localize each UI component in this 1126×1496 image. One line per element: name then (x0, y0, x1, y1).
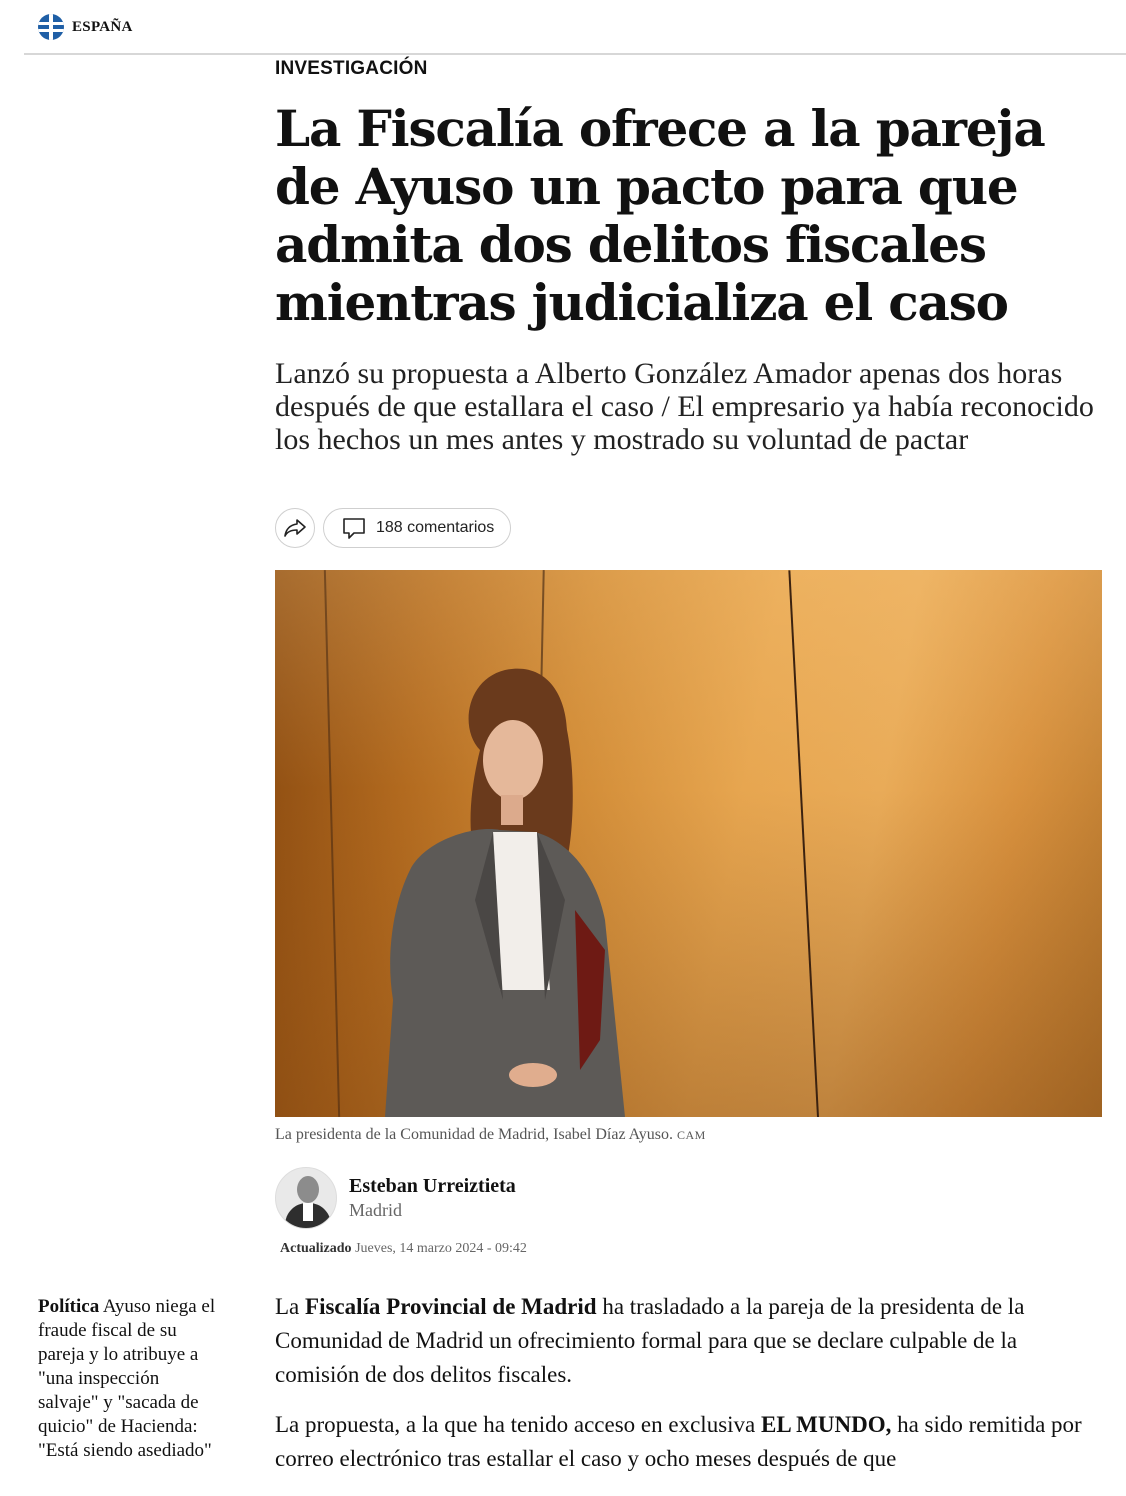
caption-text: La presidenta de la Comunidad de Madrid, Isabel Díaz Ayuso. (275, 1126, 673, 1143)
share-button[interactable] (275, 508, 315, 548)
article-body (275, 1290, 1105, 1492)
updated-label: Actualizado (280, 1241, 352, 1256)
article-actions (275, 508, 511, 548)
top-bar (24, 0, 1126, 55)
body-paragraph (275, 1408, 1105, 1476)
updated-date: Jueves, 14 marzo 2024 - 09:42 (355, 1241, 527, 1256)
comment-icon (342, 516, 366, 540)
author-avatar[interactable] (275, 1167, 337, 1229)
caption-credit: CAM (676, 1128, 706, 1142)
body-bold-segment: Fiscalía Provincial de Madrid (305, 1294, 597, 1319)
article-subtitle: Lanzó su propuesta a Alberto González Amador apenas dos horas después de que estallara el caso / El empresario ya había reconocido los hechos un mes antes y mostrado su voluntad de pactar (275, 357, 1094, 456)
body-text-segment: ha trasladado a la pareja de la presidenta de la Comunidad de Madrid un ofrecimiento formal para que se declare culpable de la comisión de dos delitos fiscales. (275, 1294, 1025, 1387)
globe-icon (38, 14, 64, 40)
section-label: ESPAÑA (72, 18, 133, 35)
kicker-label[interactable]: INVESTIGACIÓN (275, 58, 428, 79)
related-article-link[interactable] (38, 1295, 223, 1463)
author-location: Madrid (349, 1200, 402, 1220)
share-icon (283, 518, 307, 538)
section-link[interactable] (38, 14, 133, 40)
author-name[interactable]: Esteban Urreiztieta (349, 1175, 516, 1197)
author-block (275, 1167, 516, 1229)
comments-count: 188 comentarios (376, 519, 495, 536)
related-section: Política (38, 1296, 100, 1317)
article-headline: La Fiscalía ofrece a la pareja de Ayuso un pacto para que admita dos delitos fiscales mientras judicializa el caso (275, 99, 1045, 332)
photo-caption (275, 1126, 706, 1144)
body-bold-segment: EL MUNDO, (761, 1412, 892, 1437)
comments-button[interactable] (323, 508, 511, 548)
body-paragraph (275, 1290, 1105, 1392)
article-photo (275, 570, 1102, 1117)
updated-timestamp (280, 1241, 527, 1257)
body-text-segment: La (275, 1294, 306, 1319)
person-figure (275, 570, 1102, 1117)
body-text-segment: ha sido remitida por correo electrónico tras estallar el caso y ocho meses después de que (275, 1412, 1082, 1471)
related-text: Ayuso niega el fraude fiscal de su pareja y lo atribuye a "una inspección salvaje" y "sacada de quicio" de Hacienda: "Está siendo asediado" (38, 1296, 216, 1461)
body-text-segment: La propuesta, a la que ha tenido acceso en exclusiva (275, 1412, 761, 1437)
